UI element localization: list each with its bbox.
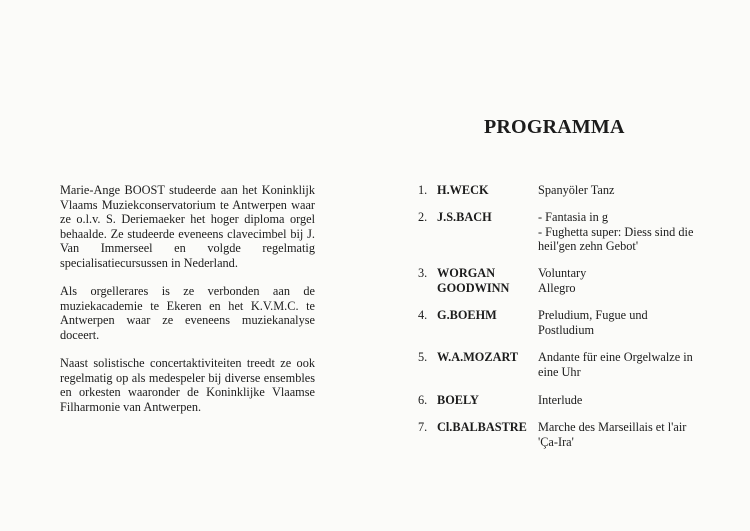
item-number: 6. bbox=[418, 393, 428, 407]
composer bbox=[437, 210, 537, 225]
composer-name: H.WECK bbox=[437, 183, 489, 197]
composer bbox=[437, 420, 537, 435]
composer bbox=[437, 266, 537, 295]
bio-paragraph-3: Naast solistische concertaktiviteiten treedt ze ook regelmatig op als medespeler bij diverse ensembles en orkesten waaronder de Koninklijke Vlaamse Filharmonie van Antwerpen. bbox=[60, 355, 315, 414]
bio-paragraph-2: Als orgellerares is ze verbonden aan de muziekacademie te Ekeren en het K.V.M.C. te Antwerpen waar ze eveneens muziekanalyse doceert. bbox=[60, 284, 315, 342]
performer-biography bbox=[60, 183, 315, 428]
work-line: Marche des Marseillais et l'air 'Ça-Ira' bbox=[538, 420, 687, 449]
program-title: PROGRAMMA bbox=[484, 116, 625, 138]
composer bbox=[437, 183, 537, 198]
work-line: Andante für eine Orgelwalze in eine Uhr bbox=[538, 350, 693, 379]
work bbox=[538, 420, 706, 449]
item-number: 4. bbox=[418, 308, 428, 322]
composer-name: BOELY bbox=[437, 393, 479, 407]
composer-name: W.A.MOZART bbox=[437, 350, 519, 364]
item-number: 3. bbox=[418, 266, 428, 280]
work bbox=[538, 393, 706, 408]
composer bbox=[437, 393, 537, 408]
work bbox=[538, 350, 706, 379]
item-number: 7. bbox=[418, 420, 428, 434]
composer bbox=[437, 350, 537, 365]
composer-name: WORGAN bbox=[437, 266, 496, 280]
work-line: Interlude bbox=[538, 393, 583, 407]
work-line: - Fantasia in g bbox=[538, 210, 609, 224]
bio-paragraph-1: Marie-Ange BOOST studeerde aan het Koninklijk Vlaams Muziekconservatorium te Antwerpen waar ze o.l.v. S. Deriemaeker het hoger diploma orgel behaalde. Ze studeerde eveneens clavecimbel bij J. Van Immerseel en volgde regelmatig specialisatiecursussen in Nederland. bbox=[60, 183, 315, 270]
work bbox=[538, 210, 706, 254]
composer-name: J.S.BACH bbox=[437, 210, 492, 224]
item-number: 1. bbox=[418, 183, 428, 197]
work-line: - Fughetta super: Diess sind die heil'gen zehn Gebot' bbox=[538, 224, 694, 254]
work-line: Allegro bbox=[538, 280, 576, 295]
work bbox=[538, 266, 706, 295]
work-line: Spanyöler Tanz bbox=[538, 183, 615, 197]
item-number: 5. bbox=[418, 350, 428, 364]
composer-name: G.BOEHM bbox=[437, 308, 497, 322]
work-line: Voluntary bbox=[538, 266, 587, 280]
work bbox=[538, 183, 706, 198]
composer bbox=[437, 308, 537, 323]
composer-name: Cl.BALBASTRE bbox=[437, 420, 527, 434]
item-number: 2. bbox=[418, 210, 428, 224]
work-line: Preludium, Fugue und Postludium bbox=[538, 308, 648, 337]
composer-name: GOODWINN bbox=[437, 280, 510, 295]
work bbox=[538, 308, 706, 337]
